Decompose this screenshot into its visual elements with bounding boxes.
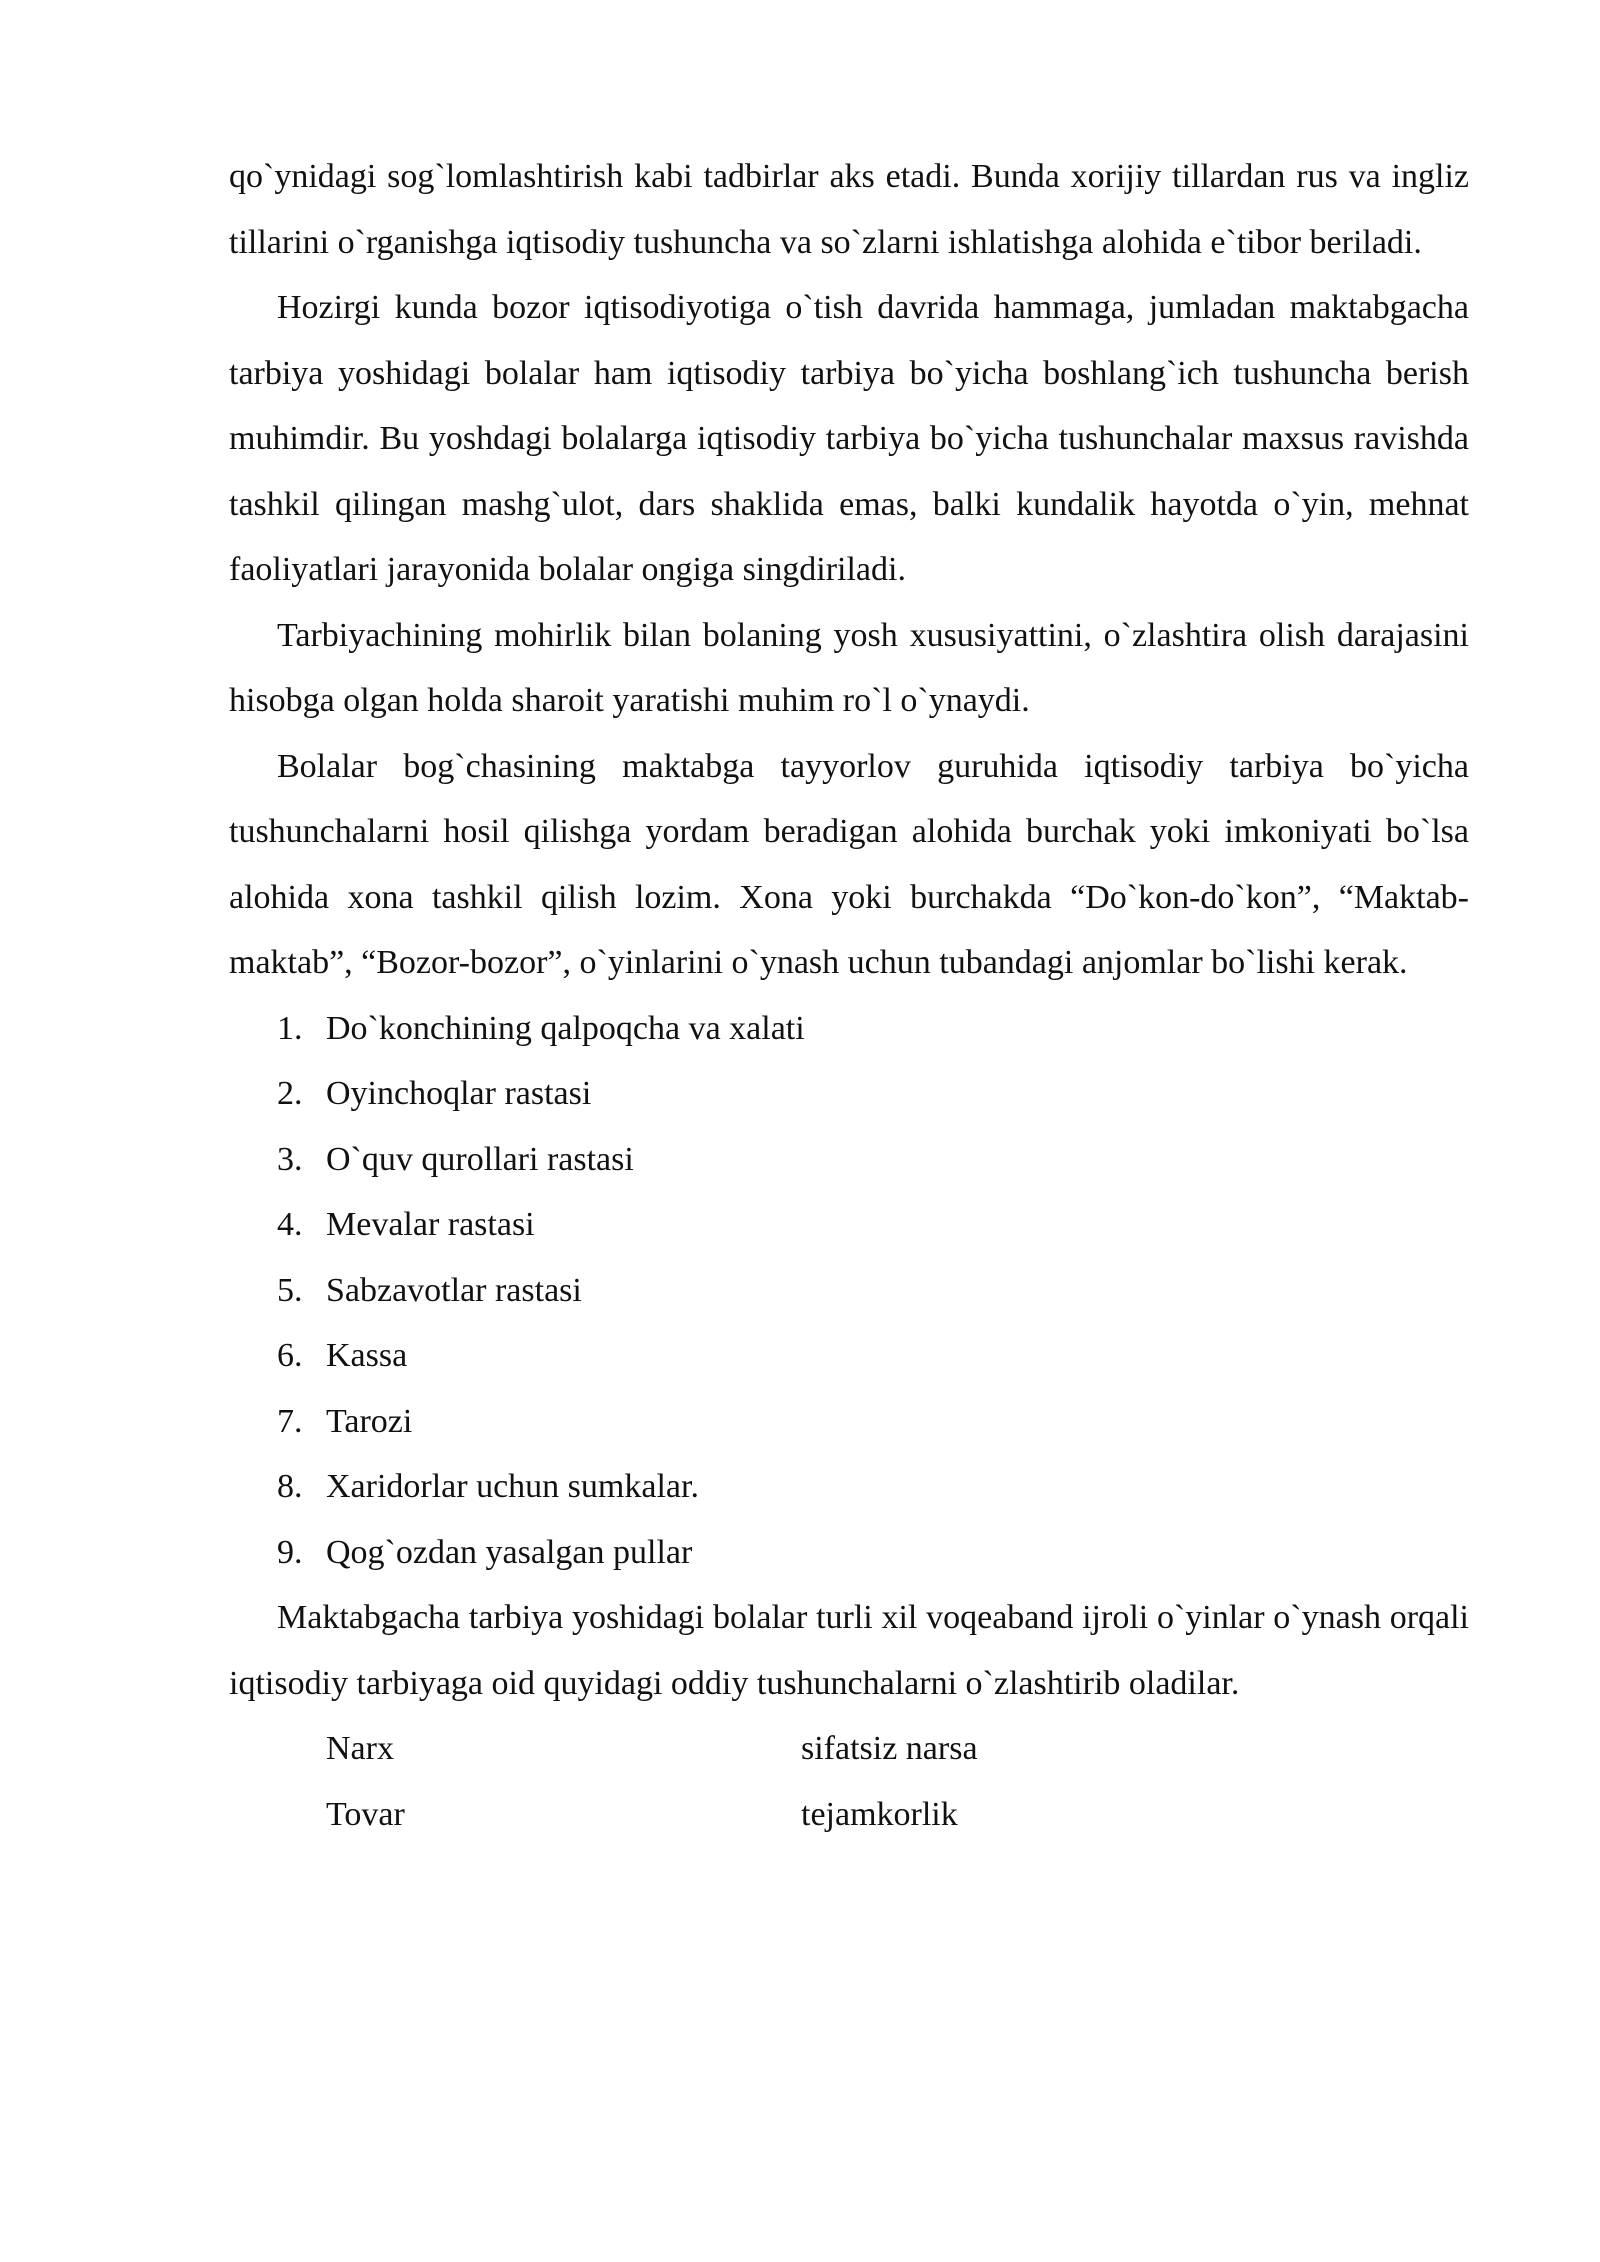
list-item-text: Sabzavotlar rastasi bbox=[326, 1271, 582, 1309]
list-item-number: 4. bbox=[277, 1206, 303, 1243]
list-item-number: 9. bbox=[277, 1533, 303, 1571]
list-item-text: Tarozi bbox=[326, 1402, 413, 1440]
list-item bbox=[229, 1127, 1469, 1193]
list-item-text: Kassa bbox=[326, 1337, 408, 1374]
list-item bbox=[229, 1192, 1469, 1258]
term-row bbox=[326, 1782, 1469, 1848]
document-body bbox=[229, 144, 1469, 1847]
list-item-number: 1. bbox=[277, 1009, 303, 1047]
list-item-number: 2. bbox=[277, 1075, 303, 1112]
list-item bbox=[229, 1520, 1469, 1586]
paragraph-2: Hozirgi kunda bozor iqtisodiyotiga o`tish davrida hammaga, jumladan maktabgacha tarbiya yoshidagi bolalar ham iqtisodiy tarbiya bo`yicha boshlang`ich tushuncha berish muhimdir. Bu yoshdagi bolalarga iqtisodiy tarbiya bo`yicha tushunchalar maxsus ravishda tashkil qilingan mashg`ulot, dars shaklida emas, balki kundalik hayotda o`yin, mehnat faoliyatlari jarayonida bolalar ongiga singdiriladi. bbox=[229, 289, 1469, 588]
list-item bbox=[229, 1323, 1469, 1389]
terms-table bbox=[229, 1716, 1469, 1847]
list-item-number: 3. bbox=[277, 1140, 303, 1178]
list-item bbox=[229, 1258, 1469, 1324]
list-item-number: 7. bbox=[277, 1402, 303, 1440]
list-item-text: O`quv qurollari rastasi bbox=[326, 1140, 634, 1178]
paragraph-5: Maktabgacha tarbiya yoshidagi bolalar turli xil voqeaband ijroli o`yinlar o`ynash orqali iqtisodiy tarbiyaga oid quyidagi oddiy tushunchalarni o`zlashtirib oladilar. bbox=[229, 1599, 1469, 1702]
list-item bbox=[229, 1454, 1469, 1520]
list-item-text: Mevalar rastasi bbox=[326, 1206, 535, 1243]
paragraph-3: Tarbiyachining mohirlik bilan bolaning yosh xususiyattini, o`zlashtira olish darajasini hisobga olgan holda sharoit yaratishi muhim ro`l o`ynaydi. bbox=[229, 616, 1469, 719]
list-item bbox=[229, 996, 1469, 1062]
list-item bbox=[229, 1061, 1469, 1127]
equipment-list bbox=[229, 996, 1469, 1586]
list-item-text: Xaridorlar uchun sumkalar. bbox=[326, 1468, 699, 1505]
term-left: Tovar bbox=[326, 1795, 405, 1833]
term-right: sifatsiz narsa bbox=[801, 1730, 978, 1767]
list-item-number: 8. bbox=[277, 1468, 303, 1505]
paragraph-4: Bolalar bog`chasining maktabga tayyorlov guruhida iqtisodiy tarbiya bo`yicha tushunchalarni hosil qilishga yordam beradigan alohida burchak yoki imkoniyati bo`lsa alohida xona tashkil qilish lozim. Xona yoki burchakda “Do`kon-do`kon”, “Maktab- maktab”, “Bozor-bozor”, o`yinlarini o`ynash uchun tubandagi anjomlar bo`lishi kerak. bbox=[229, 747, 1469, 981]
list-item-number: 5. bbox=[277, 1271, 303, 1309]
list-item-text: Qog`ozdan yasalgan pullar bbox=[326, 1533, 693, 1571]
list-item-text: Oyinchoqlar rastasi bbox=[326, 1075, 592, 1112]
term-left: Narx bbox=[326, 1730, 394, 1767]
term-row bbox=[326, 1716, 1469, 1782]
list-item-text: Do`konchining qalpoqcha va xalati bbox=[326, 1009, 805, 1047]
term-right: tejamkorlik bbox=[801, 1795, 958, 1833]
paragraph-1: qo`ynidagi sog`lomlashtirish kabi tadbirlar aks etadi. Bunda xorijiy tillardan rus va ingliz tillarini o`rganishga iqtisodiy tushuncha va so`zlarni ishlatishga alohida e`tibor beriladi. bbox=[229, 158, 1469, 261]
list-item bbox=[229, 1389, 1469, 1455]
list-item-number: 6. bbox=[277, 1337, 303, 1374]
